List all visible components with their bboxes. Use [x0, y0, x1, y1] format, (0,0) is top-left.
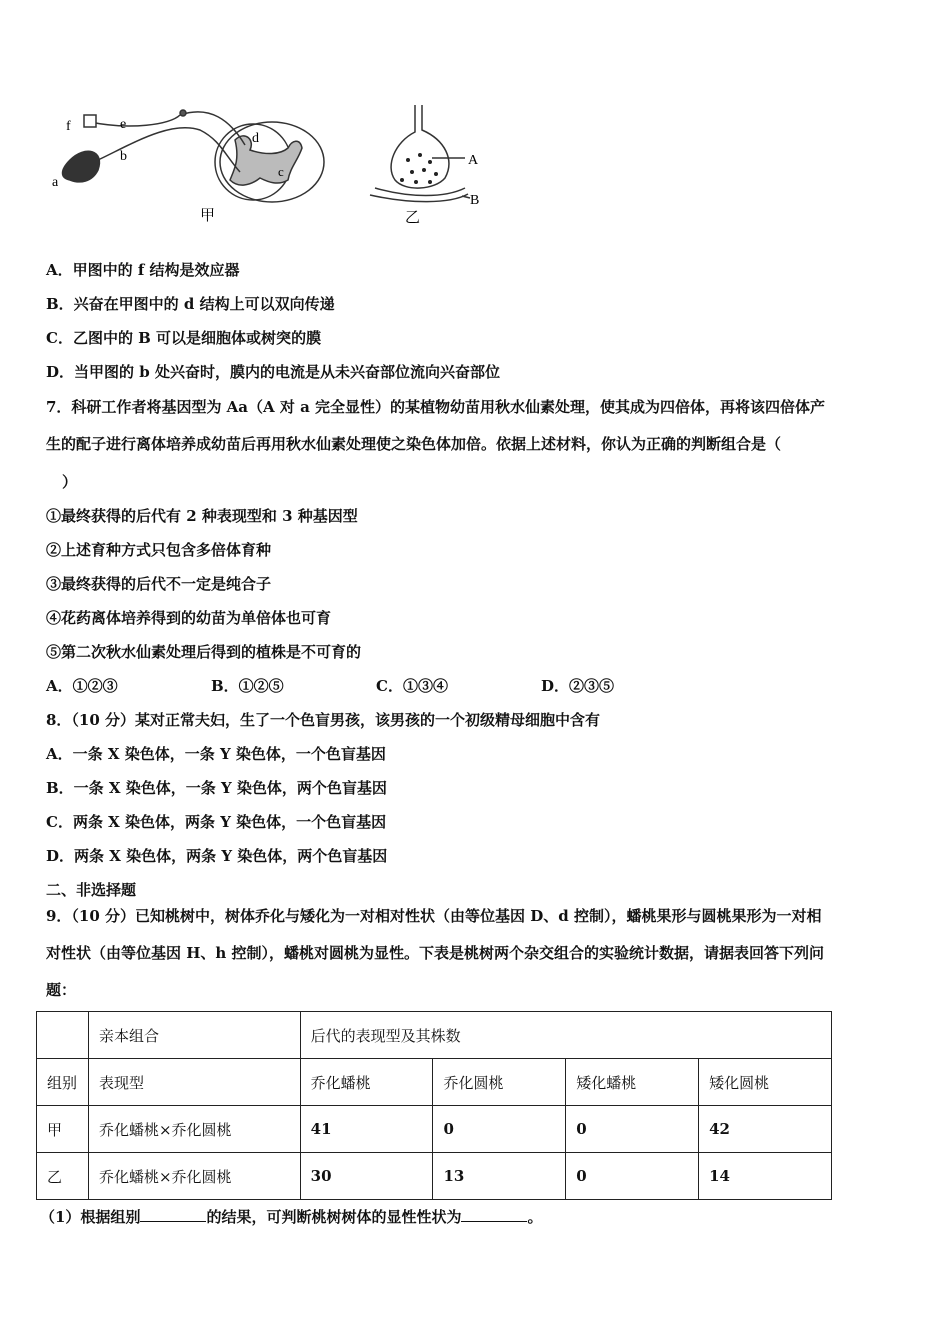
- q7-statement-3: ③最终获得的后代不一定是纯合子: [46, 575, 272, 593]
- q7-option-c: C．①③④: [376, 677, 448, 695]
- table-cell: 表现型: [88, 1059, 300, 1106]
- q7-stem-line3: ）: [62, 473, 78, 491]
- table-cell: [37, 1012, 89, 1059]
- table-cell: 14: [699, 1153, 832, 1200]
- table-cell: 矮化蟠桃: [566, 1059, 699, 1106]
- table-cell: 0: [433, 1106, 566, 1153]
- table-cell: 甲: [37, 1106, 89, 1153]
- table-cell: 30: [300, 1153, 433, 1200]
- table-row: [37, 1106, 832, 1153]
- table-cell: 0: [566, 1153, 699, 1200]
- q8-stem: 8．（10 分）某对正常夫妇，生了一个色盲男孩，该男孩的一个初级精母细胞中含有: [46, 711, 601, 729]
- q7-option-d: D．②③⑤: [541, 677, 615, 695]
- table-cell: 乔化蟠桃×乔化圆桃: [88, 1106, 300, 1153]
- table-cell: 后代的表现型及其株数: [300, 1012, 831, 1059]
- q6-option-c: C．乙图中的 B 可以是细胞体或树突的膜: [46, 329, 322, 347]
- answer-blank-2[interactable]: [461, 1207, 527, 1222]
- table-row: [37, 1153, 832, 1200]
- table-cell: 41: [300, 1106, 433, 1153]
- q7-stem-line2: 生的配子进行离体培养成幼苗后再用秋水仙素处理使之染色体加倍。依据上述材料，你认为正确的判断组合是（: [46, 435, 782, 453]
- table-cell: 矮化圆桃: [699, 1059, 832, 1106]
- synapse-figure-yi: [350, 100, 500, 230]
- q7-option-b: B．①②⑤: [211, 677, 284, 695]
- q8-option-b: B．一条 X 染色体，一条 Y 染色体，两个色盲基因: [46, 779, 387, 797]
- label-B: B: [470, 193, 480, 208]
- q6-option-a: A．甲图中的 f 结构是效应器: [46, 261, 240, 279]
- q9-stem-line3: 题：: [46, 981, 77, 999]
- q9-sub1: [40, 1207, 542, 1227]
- table-header-row-1: [37, 1012, 832, 1059]
- label-e: e: [120, 117, 127, 132]
- spinal-cord-diagram: [63, 110, 325, 202]
- q6-option-b: B．兴奋在甲图中的 d 结构上可以双向传递: [46, 295, 335, 313]
- q7-stem-line1: 7．科研工作者将基因型为 Aa（A 对 a 完全显性）的某植物幼苗用秋水仙素处理，使其成为四倍体，再将该四倍体产: [46, 398, 826, 416]
- section-heading: 二、非选择题: [46, 881, 137, 899]
- label-A: A: [468, 153, 479, 168]
- cross-results-table: [36, 1011, 832, 1200]
- label-c: c: [278, 164, 284, 179]
- table-cell: 乔化圆桃: [433, 1059, 566, 1106]
- table-cell: 42: [699, 1106, 832, 1153]
- reflex-arc-figure-jia: [50, 100, 340, 230]
- q6-option-d: D．当甲图的 b 处兴奋时，膜内的电流是从未兴奋部位流向兴奋部位: [46, 363, 500, 381]
- q7-statement-4: ④花药离体培养得到的幼苗为单倍体也可育: [46, 609, 332, 627]
- q7-statement-5: ⑤第二次秋水仙素处理后得到的植株是不可育的: [46, 643, 362, 661]
- table-cell: 13: [433, 1153, 566, 1200]
- caption-yi: 乙: [405, 208, 421, 226]
- caption-jia: 甲: [200, 206, 216, 224]
- q8-option-a: A．一条 X 染色体，一条 Y 染色体，一个色盲基因: [46, 745, 386, 763]
- q9-sub1-part-c: 。: [527, 1208, 543, 1226]
- table-cell: 乔化蟠桃×乔化圆桃: [88, 1153, 300, 1200]
- q8-option-d: D．两条 X 染色体，两条 Y 染色体，两个色盲基因: [46, 847, 388, 865]
- q7-statement-2: ②上述育种方式只包含多倍体育种: [46, 541, 272, 559]
- table-cell: 亲本组合: [88, 1012, 300, 1059]
- q7-option-a: A．①②③: [46, 677, 118, 695]
- table-cell: 组别: [37, 1059, 89, 1106]
- label-a: a: [52, 175, 59, 190]
- q7-statement-1: ①最终获得的后代有 2 种表现型和 3 种基因型: [46, 507, 358, 525]
- q9-sub1-part-b: 的结果，可判断桃树树体的显性性状为: [206, 1208, 462, 1226]
- label-b: b: [120, 149, 127, 164]
- table-cell: 0: [566, 1106, 699, 1153]
- label-d: d: [252, 131, 259, 146]
- q9-stem-line2: 对性状（由等位基因 H、h 控制），蟠桃对圆桃为显性。下表是桃树两个杂交组合的实验统计数据，请据表回答下列问: [46, 944, 825, 962]
- answer-blank-1[interactable]: [140, 1207, 206, 1222]
- q9-stem-line1: 9．（10 分）已知桃树中，树体乔化与矮化为一对相对性状（由等位基因 D、d 控制），蟠桃果形与圆桃果形为一对相: [46, 907, 822, 925]
- table-header-row-2: [37, 1059, 832, 1106]
- label-f: f: [66, 119, 71, 134]
- synapse-diagram: [370, 105, 470, 202]
- table-cell: 乙: [37, 1153, 89, 1200]
- q9-sub1-part-a: （1）根据组别: [40, 1208, 141, 1226]
- q8-option-c: C．两条 X 染色体，两条 Y 染色体，一个色盲基因: [46, 813, 387, 831]
- table-cell: 乔化蟠桃: [300, 1059, 433, 1106]
